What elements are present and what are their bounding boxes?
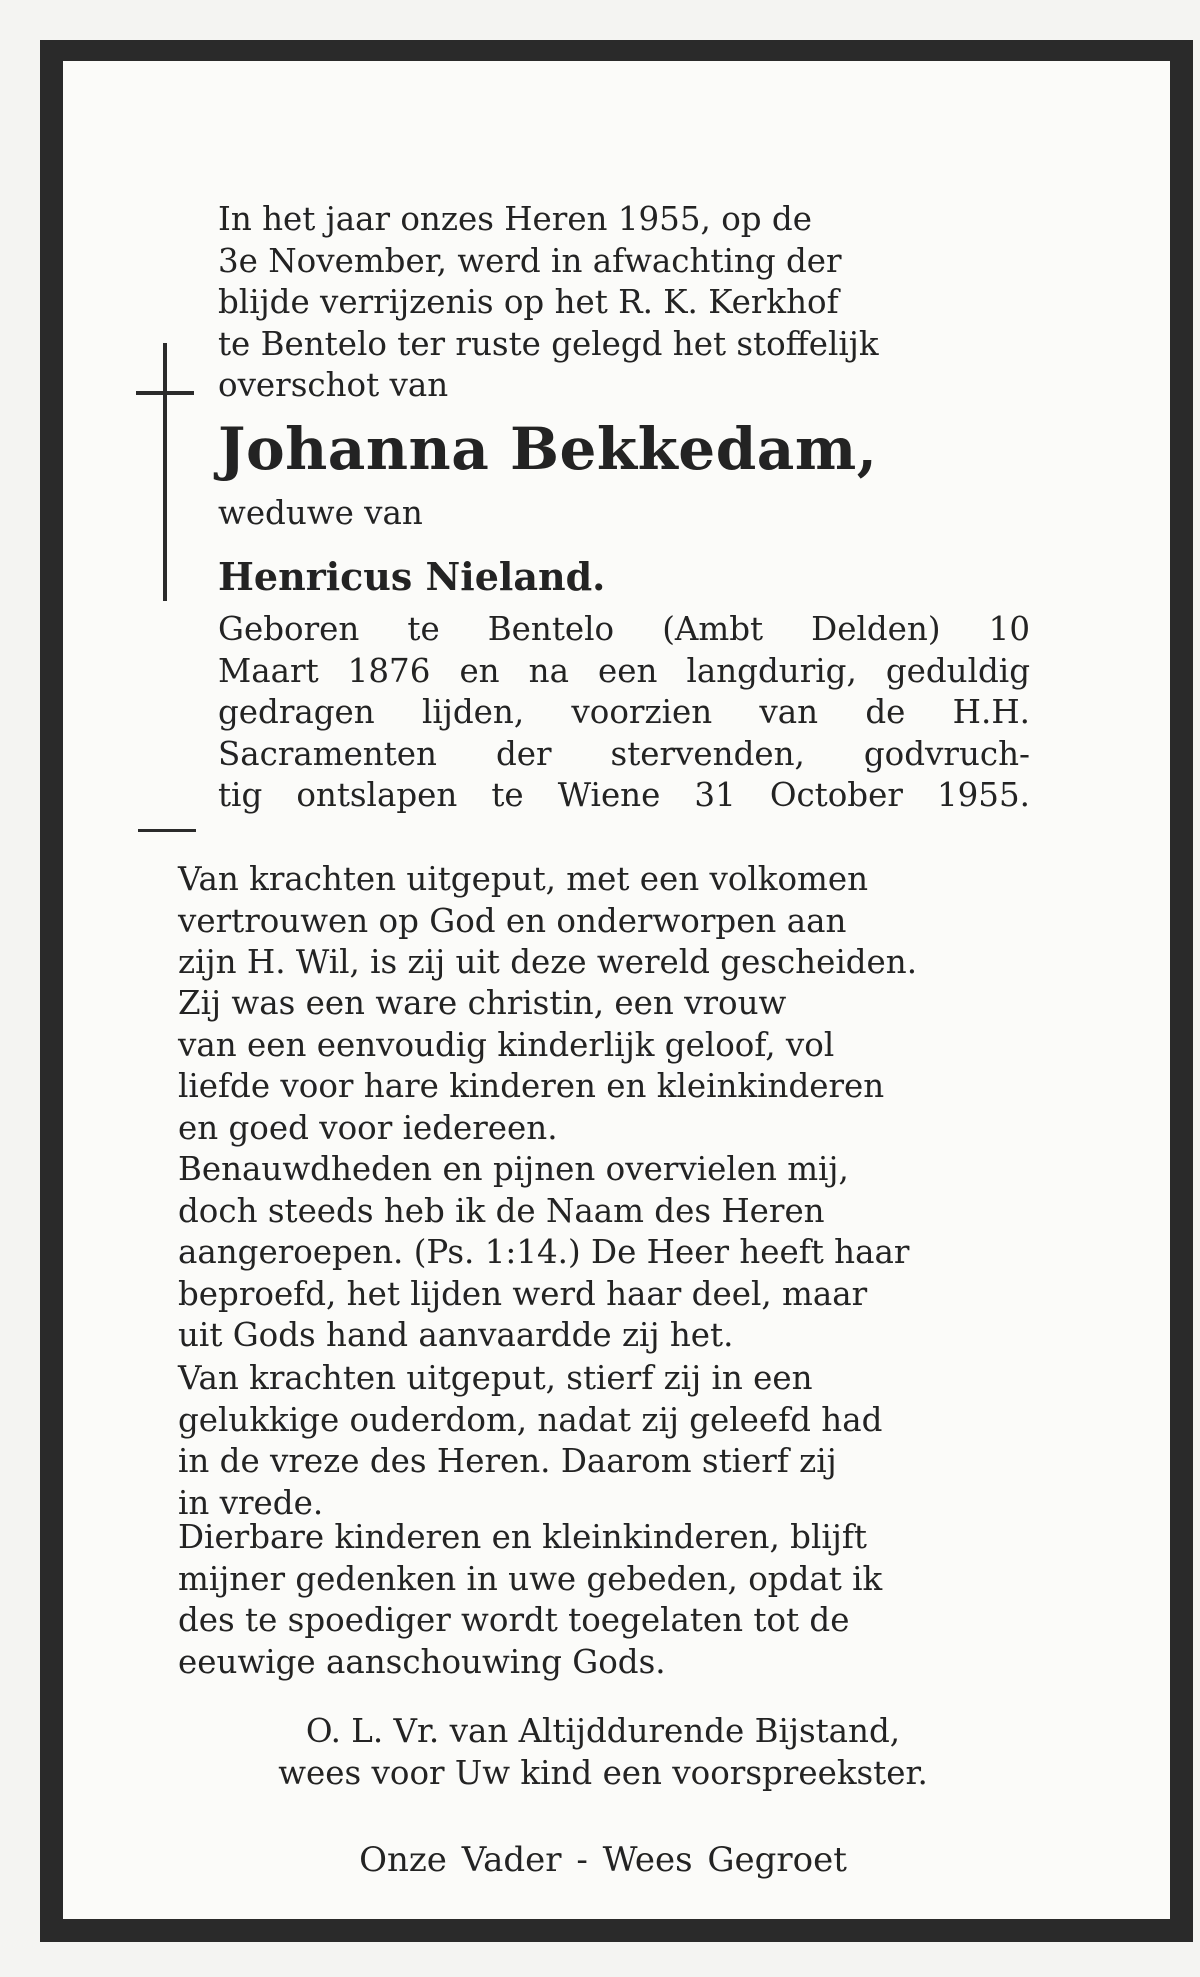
deceased-name: Johanna Bekkedam, <box>218 415 878 483</box>
birth-line: tig ontslapen te Wiene 31 October 1955. <box>218 776 1030 814</box>
paragraph-line: zijn H. Wil, is zij uit deze wereld gescheiden. <box>178 943 918 981</box>
paragraph-line: uit Gods hand aanvaardde zij het. <box>178 1316 734 1354</box>
memorial-card <box>40 40 1193 1942</box>
paragraph-peace <box>178 1358 1030 1524</box>
paragraph-line: gelukkige ouderdom, nadat zij geleefd had <box>178 1400 883 1439</box>
paragraph-line: eeuwige aanschouwing Gods. <box>178 1642 666 1681</box>
paragraph-line: aangeroepen. (Ps. 1:14.) De Heer heeft haar <box>178 1233 910 1271</box>
paragraph-line: Van krachten uitgeput, stierf zij in een <box>178 1359 813 1397</box>
paragraph-line: in de vreze des Heren. Daarom stierf zij <box>178 1442 837 1480</box>
paragraph-line: doch steeds heb ik de Naam des Heren <box>178 1191 825 1230</box>
birth-line: gedragen lijden, voorzien van de H.H. <box>218 693 1030 731</box>
prayers-footer: Onze Vader - Wees Gegroet <box>359 1840 847 1880</box>
paragraph-character <box>178 983 1030 1149</box>
husband-name: Henricus Nieland. <box>218 554 606 599</box>
birth-line: Geboren te Bentelo (Ambt Delden) 10 <box>218 610 1030 648</box>
paragraph-line: en goed voor iedereen. <box>178 1108 558 1147</box>
invocation <box>143 1711 1063 1794</box>
birth-line: Maart 1876 en na een langdurig, geduldig <box>218 651 1030 690</box>
paragraph-remembrance <box>178 1517 1030 1683</box>
paragraph-line: van een eenvoudig kinderlijk geloof, vol <box>178 1025 835 1064</box>
paragraph-line: in vrede. <box>178 1483 324 1522</box>
cross-vertical-bar <box>163 343 167 601</box>
invocation-line: O. L. Vr. van Altijddurende Bijstand, <box>305 1712 901 1750</box>
paragraph-line: Dierbare kinderen en kleinkinderen, blijft <box>178 1518 867 1556</box>
paragraph-line: des te spoediger wordt toegelaten tot de <box>178 1601 850 1639</box>
invocation-line: wees voor Uw kind een voorspreekster. <box>278 1753 928 1792</box>
intro-line: 3e November, werd in afwachting der <box>218 241 842 280</box>
birth-line: Sacramenten der stervenden, godvruch- <box>218 734 1030 773</box>
paragraph-faith <box>178 859 1030 984</box>
paragraph-line: beproefd, het lijden werd haar deel, maar <box>178 1274 868 1313</box>
birth-paragraph <box>218 609 1030 817</box>
paragraph-line: Van krachten uitgeput, met een volkomen <box>178 860 869 898</box>
paragraph-line: mijner gedenken in uwe gebeden, opdat ik <box>178 1559 883 1598</box>
paragraph-line: liefde voor hare kinderen en kleinkinderen <box>178 1067 885 1105</box>
card-paper <box>63 61 1170 1919</box>
widow-of-label: weduwe van <box>218 494 423 532</box>
paragraph-line: Benauwdheden en pijnen overvielen mij, <box>178 1150 849 1188</box>
paragraph-psalm <box>178 1149 1030 1357</box>
cross-icon <box>136 343 194 601</box>
intro-line: blijde verrijzenis op het R. K. Kerkhof <box>218 283 839 321</box>
paragraph-line: Zij was een ware christin, een vrouw <box>178 984 787 1022</box>
section-divider <box>138 829 196 832</box>
intro-line: overschot van <box>218 366 449 404</box>
paragraph-line: vertrouwen op God en onderworpen aan <box>178 901 847 940</box>
cross-horizontal-bar <box>136 391 194 395</box>
intro-line: In het jaar onzes Heren 1955, op de <box>218 200 812 238</box>
intro-paragraph <box>218 199 1030 407</box>
intro-line: te Bentelo ter ruste gelegd het stoffelijk <box>218 324 879 363</box>
